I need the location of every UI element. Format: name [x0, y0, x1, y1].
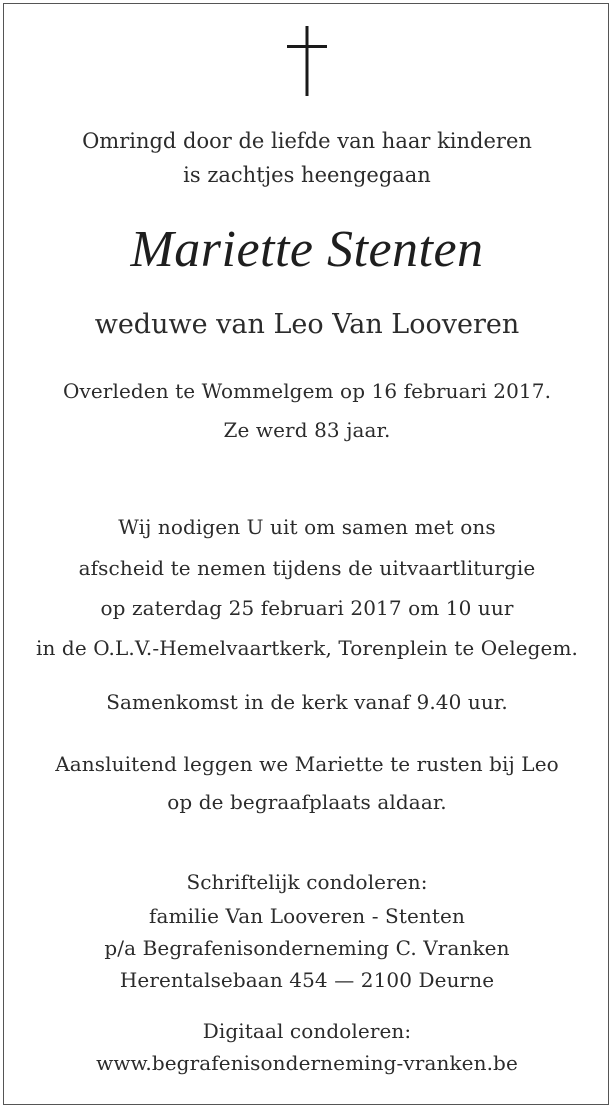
condolence-website-link[interactable]: www.begrafenisonderneming-vranken.be — [96, 1051, 518, 1075]
intro-line-1: Omringd door de liefde van haar kinderen — [82, 129, 532, 153]
condolence-address-line-1: familie Van Looveren - Stenten — [149, 904, 465, 928]
burial-line-1: Aansluitend leggen we Mariette te rusten bij Leo — [55, 752, 559, 776]
invitation-line-3: op zaterdag 25 februari 2017 om 10 uur — [100, 596, 514, 620]
invitation-line-4: in de O.L.V.-Hemelvaartkerk, Torenplein te Oelegem. — [35, 636, 578, 660]
gathering-line: Samenkomst in de kerk vanaf 9.40 uur. — [106, 690, 508, 714]
cross-icon — [287, 26, 327, 96]
death-line-2: Ze werd 83 jaar. — [223, 418, 391, 442]
digital-condolences-heading: Digitaal condoleren: — [202, 1019, 412, 1043]
burial-line-2: op de begraafplaats aldaar. — [167, 790, 447, 814]
condolence-address-line-3: Herentalsebaan 454 — 2100 Deurne — [119, 968, 495, 992]
condolence-address-line-2: p/a Begrafenisonderneming C. Vranken — [104, 936, 510, 960]
written-condolences-heading: Schriftelijk condoleren: — [186, 870, 428, 894]
intro-line-2: is zachtjes heengegaan — [183, 163, 431, 187]
death-line-1: Overleden te Wommelgem op 16 februari 2017. — [62, 379, 552, 403]
deceased-name: Mariette Stenten — [130, 221, 484, 278]
invitation-line-1: Wij nodigen U uit om samen met ons — [118, 515, 496, 539]
invitation-line-2: afscheid te nemen tijdens de uitvaartliturgie — [78, 556, 536, 580]
widow-line: weduwe van Leo Van Looveren — [94, 309, 520, 340]
